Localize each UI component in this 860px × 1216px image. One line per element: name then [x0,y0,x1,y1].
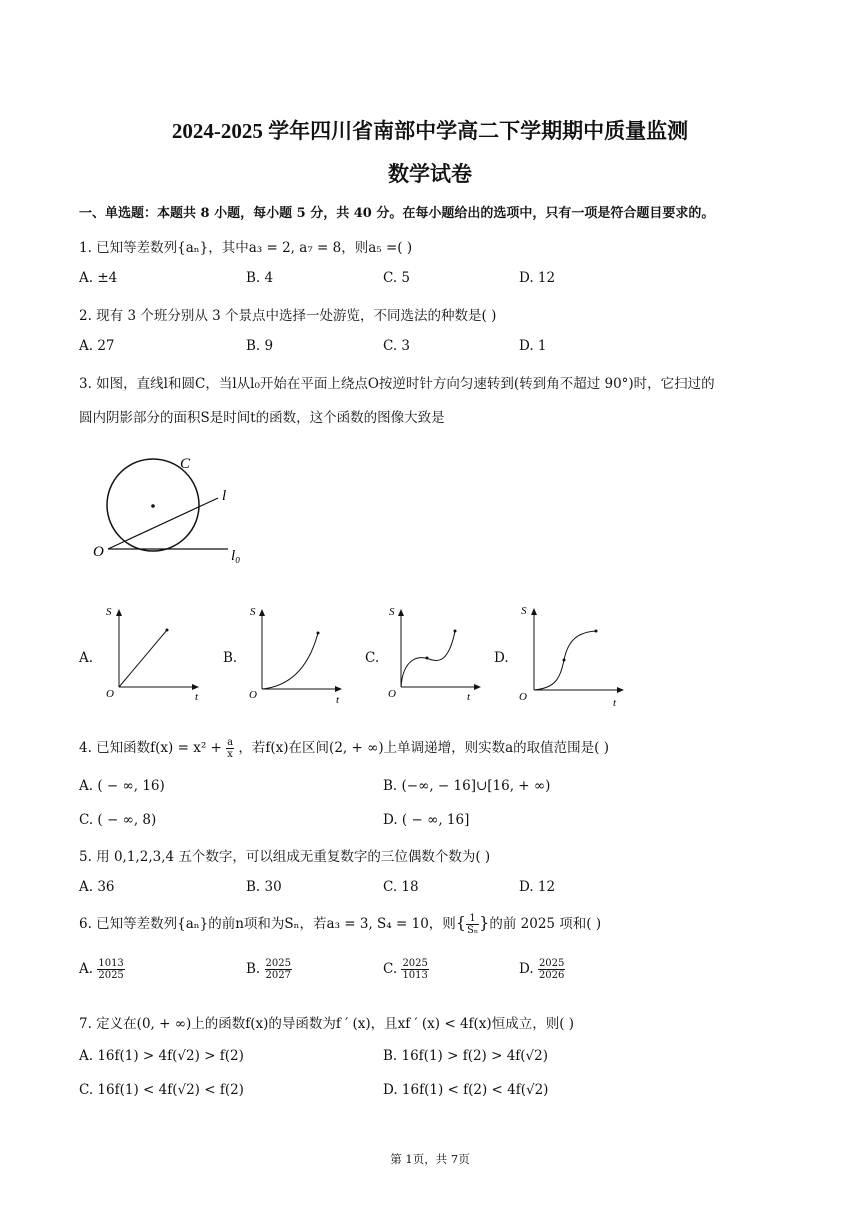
q1-option-b: B. 4 [246,270,274,286]
graph-b-curve [262,633,318,689]
circle-center-dot [151,504,155,508]
q1-option-c: C. 5 [383,270,411,286]
svg-text:S: S [250,606,256,618]
q5-option-c: C. 18 [383,879,419,895]
svg-text:S: S [389,606,395,618]
q3-option-d: D. [494,650,509,666]
q1-option-a: A. ±4 [79,270,118,286]
question-2-stem: 2. 现有 3 个班分别从 3 个景点中选择一处游览，不同选法的种数是( ) [79,308,497,324]
origin-label: O [93,544,104,560]
q7-option-b: B. 16f(1) > f(2) > 4f(√2) [383,1048,549,1064]
q6-option-c: C. $\frac{2025}{1013}$ [383,958,428,981]
section-heading: 一、单选题：本题共 8 小题，每小题 5 分，共 40 分。在每小题给出的选项中，只有一项是符合题目要求的。 [79,206,715,221]
q5-option-d: D. 12 [519,879,556,895]
base-label: l₀ [231,548,241,564]
question-3-stem-line1: 3. 如图，直线l和圆C，当l从l₀开始在平面上绕点O按逆时针方向匀速转到(转到角不超过 90°)时，它扫过的 [79,376,715,392]
q2-option-d: D. 1 [519,338,547,354]
graph-a-curve [119,630,167,687]
page-subtitle: 数学试卷 [388,162,472,186]
svg-text:O: O [519,691,527,703]
question-3-stem-line2: 圆内阴影部分的面积S是时间t的函数，这个函数的图像大致是 [79,410,445,426]
question-5-stem: 5. 用 0,1,2,3,4 五个数字，可以组成无重复数字的三位偶数个数为( ) [79,849,491,865]
line-label: l [222,488,227,504]
q3-option-b: B. [223,650,238,666]
q5-option-a: A. 36 [79,879,115,895]
svg-text:t: t [195,691,199,703]
q2-option-b: B. 9 [246,338,274,354]
q6-option-b: B. $\frac{2025}{2027}$ [246,958,291,981]
question-4-stem: 4. 已知函数f(x) = x² + $\frac{a}{x}$ ，若f(x)在区间(2, + ∞)上单调递增，则实数a的取值范围是( ) [79,737,609,760]
svg-text:t: t [613,697,617,709]
q4-option-b: B. (−∞, − 16]∪[16, + ∞) [383,778,551,794]
svg-text:t: t [336,694,340,706]
q7-option-d: D. 16f(1) < f(2) < 4f(√2) [383,1082,549,1098]
graph-b [246,603,346,708]
q5-option-b: B. 30 [246,879,282,895]
circle-label: C [180,456,191,472]
svg-text:t: t [467,691,471,703]
q4-option-a: A. ( − ∞, 16) [79,778,165,794]
question-1-stem: 1. 已知等差数列{aₙ}，其中a₃ = 2, a₇ = 8，则a₅ =( ) [79,240,413,256]
q1-option-d: D. 12 [519,270,556,286]
q3-option-c: C. [365,650,380,666]
graph-c [385,603,485,703]
q6-option-a: A. $\frac{1013}{2025}$ [79,958,124,981]
page-number: 第 1页，共 7页 [390,1152,470,1166]
q2-option-c: C. 3 [383,338,411,354]
q4-option-c: C. ( − ∞, 8) [79,812,157,828]
svg-text:S: S [106,606,112,618]
q6-option-d: D. $\frac{2025}{2026}$ [519,958,565,981]
graph-d [516,600,626,710]
q3-option-a: A. [79,650,94,666]
page-title: 2024-2025 学年四川省南部中学高二下学期期中质量监测 [171,119,689,143]
question-7-stem: 7. 定义在(0, + ∞)上的函数f(x)的导函数为f ′ (x)，且xf ′ (x) < 4f(x)恒成立，则( ) [79,1016,575,1032]
svg-text:S: S [521,605,527,617]
svg-text:O: O [388,688,396,700]
rotating-line-l [108,498,218,549]
graph-a [103,603,203,703]
svg-text:O: O [106,688,114,700]
q7-option-a: A. 16f(1) > 4f(√2) > f(2) [79,1048,244,1064]
q2-option-a: A. 27 [79,338,115,354]
circle-line-figure [88,448,258,573]
q4-option-d: D. ( − ∞, 16] [383,812,470,828]
question-6-stem: 6. 已知等差数列{aₙ}的前n项和为Sₙ，若a₃ = 3, S₄ = 10，则{ $\frac{1}{\text{Sₙ}}$ }的前 2025 项和( ) [79,913,602,936]
q7-option-c: C. 16f(1) < 4f(√2) < f(2) [79,1082,244,1098]
svg-text:O: O [249,689,257,701]
